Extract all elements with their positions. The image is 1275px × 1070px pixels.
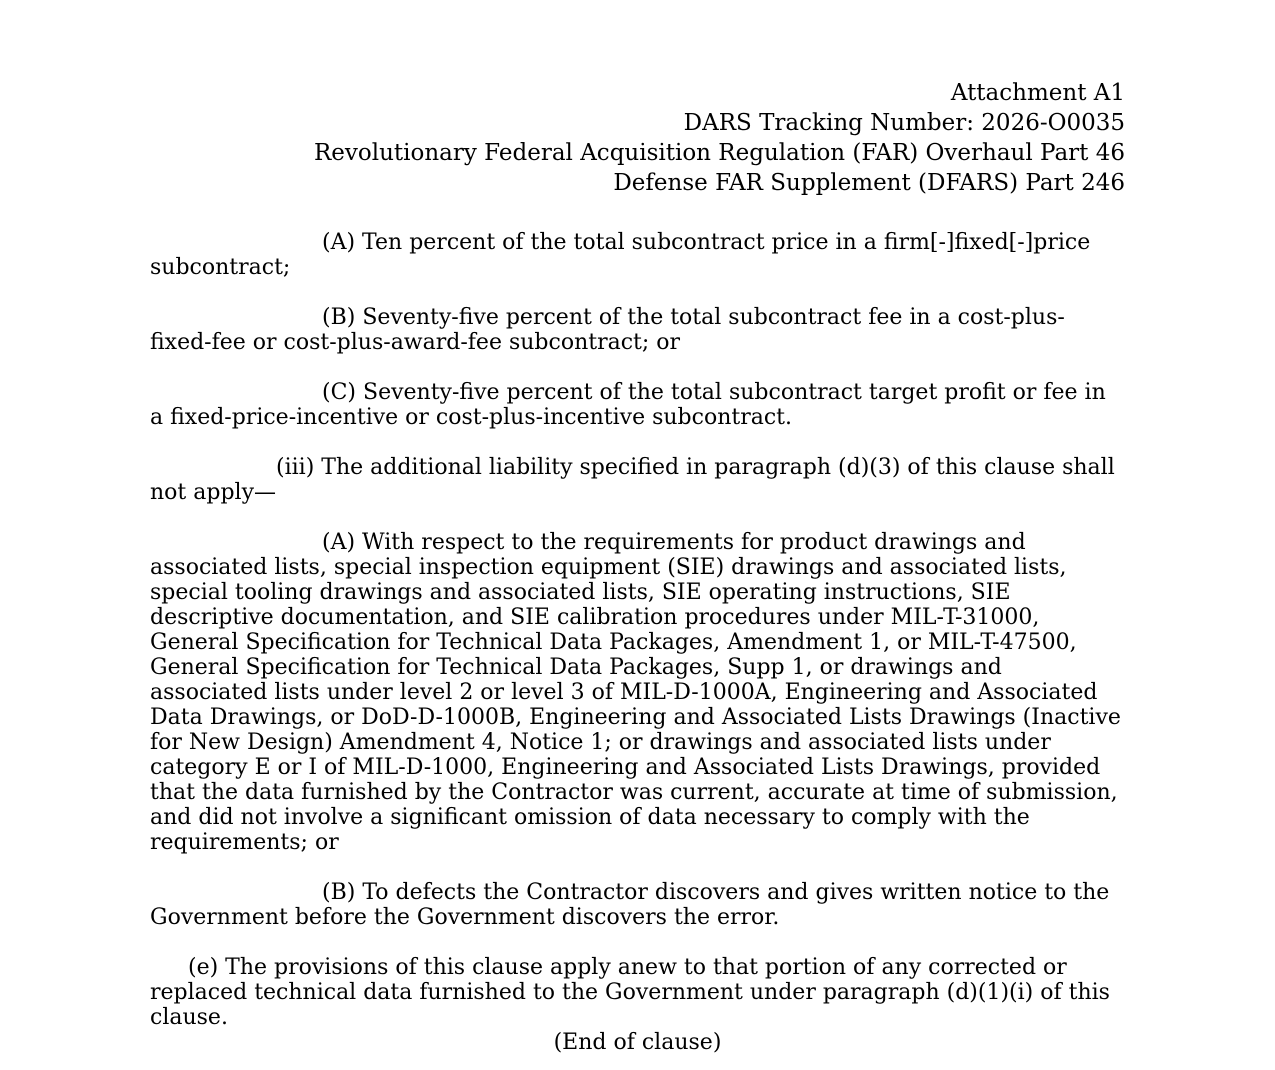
paragraph-a-ten-percent: (A) Ten percent of the total subcontract price in a firm[-]fixed[-]price subcontract; [150, 230, 1091, 280]
dfars-part-title: Defense FAR Supplement (DFARS) Part 246 [613, 170, 1125, 196]
far-part-title: Revolutionary Federal Acquisition Regulation (FAR) Overhaul Part 46 [313, 140, 1125, 166]
document-header [150, 78, 1125, 198]
document-page [150, 78, 1125, 1055]
end-of-clause: (End of clause) [553, 1030, 722, 1055]
paragraph-a-requirements: (A) With respect to the requirements for product drawings and associated lists, special inspection equipment (SIE) drawings and associated lists, special tooling drawings and associated lists, SIE operating instructions, SIE descriptive documentation, and SIE calibration procedures under MIL-T-31000, General Specification for Technical Data Packages, Amendment 1, or MIL-T-47500, General Specification for Technical Data Packages, Supp 1, or drawings and associated lists under level 2 or level 3 of MIL-D-1000A, Engineering and Associated Data Drawings, or DoD-D-1000B, Engineering and Associated Lists Drawings (Inactive for New Design) Amendment 4, Notice 1; or drawings and associated lists under category E or I of MIL-D-1000, Engineering and Associated Lists Drawings, provided that the data furnished by the Contractor was current, accurate at time of submission, and did not involve a significant omission of data necessary to comply with the requirements; or [150, 530, 1121, 855]
paragraph-iii-liability: (iii) The additional liability specified in paragraph (d)(3) of this clause shall not apply— [150, 455, 1115, 505]
document-body [150, 230, 1125, 1055]
attachment-label: Attachment A1 [950, 80, 1125, 106]
paragraph-c-seventy-five-profit: (C) Seventy-five percent of the total subcontract target profit or fee in a fixed-price-incentive or cost-plus-incentive subcontract. [150, 380, 1106, 430]
paragraph-b-defects: (B) To defects the Contractor discovers and gives written notice to the Government before the Government discovers the error. [150, 880, 1110, 930]
paragraph-b-seventy-five-fee: (B) Seventy-five percent of the total subcontract fee in a cost-plus-fixed-fee or cost-plus-award-fee subcontract; or [150, 305, 1065, 355]
tracking-number: DARS Tracking Number: 2026-O0035 [683, 110, 1125, 136]
paragraph-e-provisions: (e) The provisions of this clause apply anew to that portion of any corrected or replaced technical data furnished to the Government under paragraph (d)(1)(i) of this clause. [150, 955, 1110, 1030]
